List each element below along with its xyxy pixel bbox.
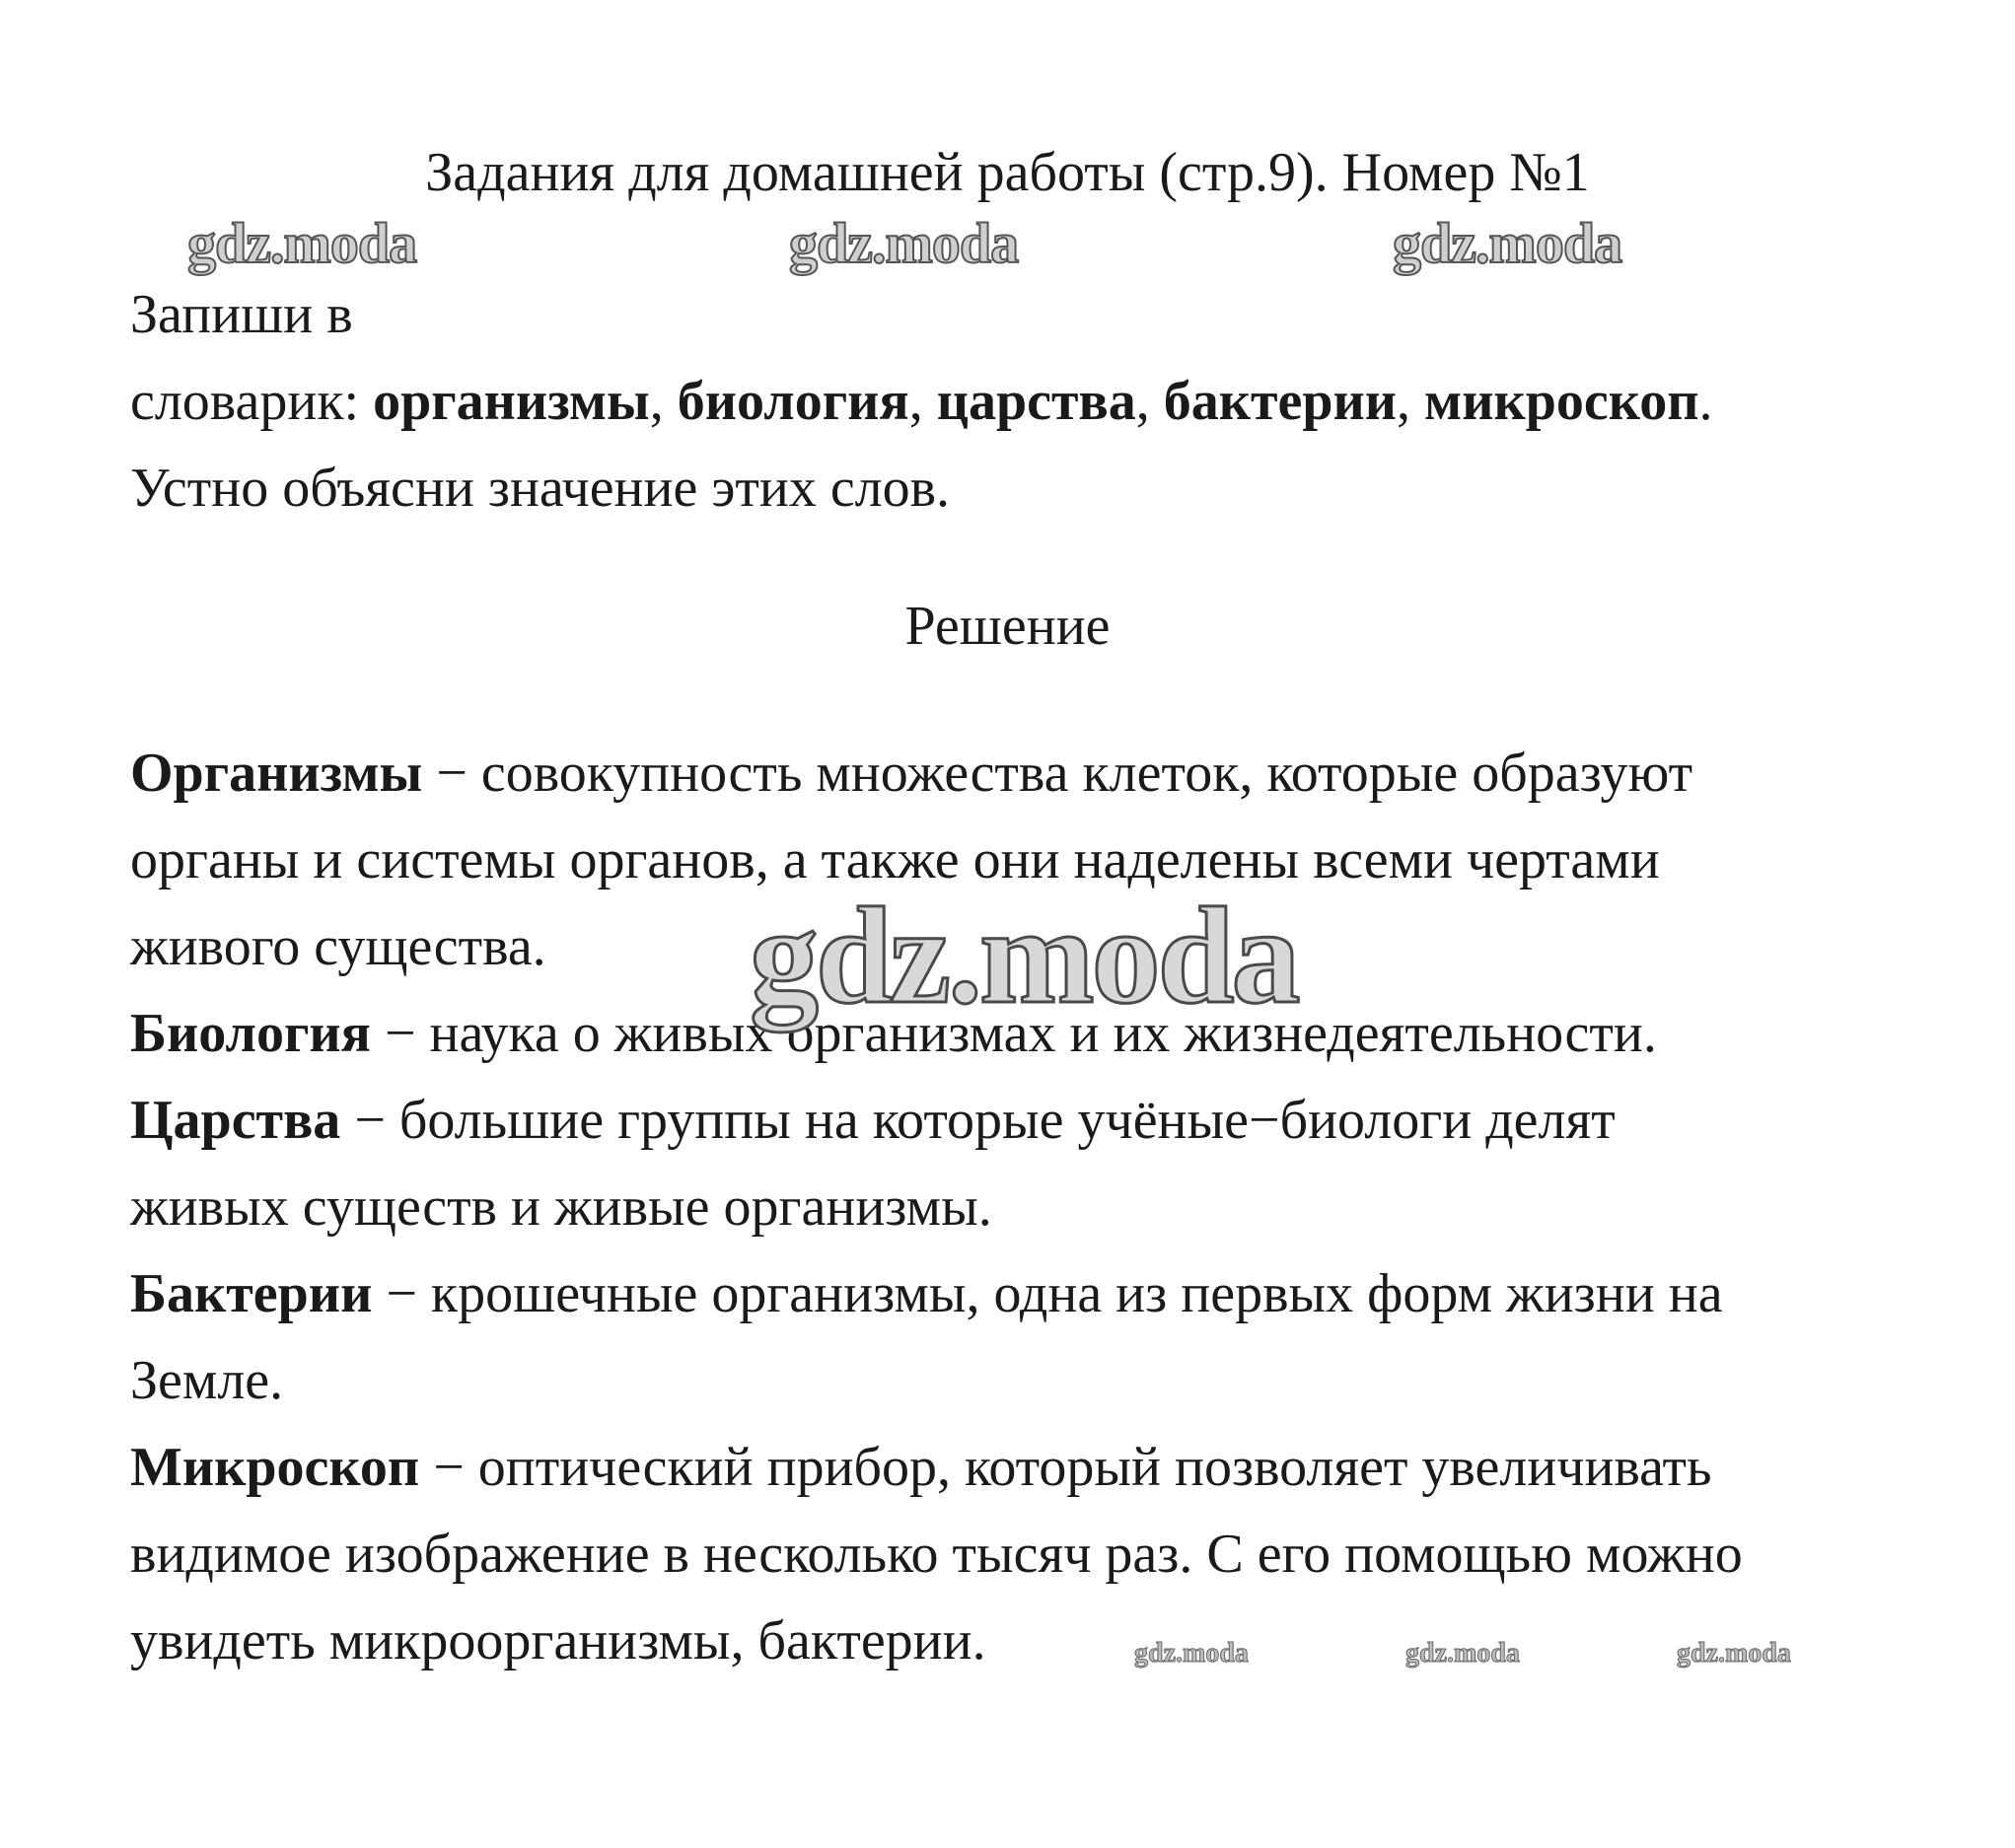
watermark-large: gdz.moda [750, 880, 1298, 1032]
task-line-3: Устно объясни значение этих слов. [130, 458, 951, 519]
watermark-row-top [187, 209, 1687, 278]
word-microscope: микроскоп [1424, 371, 1699, 432]
word-biology: биология [677, 371, 909, 432]
definition-kingdoms: Царства − большие группы на которые учёные−биологи делят [130, 1090, 1616, 1151]
definition-term: Царства [130, 1090, 341, 1151]
watermark: gdz.moda [1393, 211, 1622, 275]
task-line-2: словарик: организмы, биология, царства, бактерии, микроскоп. [130, 371, 1713, 432]
watermark: gdz.moda [789, 211, 1019, 275]
solution-heading: Решение [904, 596, 1111, 657]
definition-kingdoms-line-2: живых существ и живые организмы. [130, 1176, 992, 1238]
definitions-list [130, 730, 1743, 1684]
definition-bacteria-line-2: Земле. [130, 1350, 284, 1411]
definition-microscope-line-3: увидеть микроорганизмы, бактерии. [130, 1610, 986, 1671]
task-line-1: Запиши в [130, 284, 353, 345]
task-text [130, 271, 1713, 532]
page-title: Задания для домашней работы (стр.9). Номер №1 [425, 142, 1590, 203]
watermark-small: gdz.moda [1677, 1638, 1791, 1669]
definition-term: Биология [130, 1003, 371, 1064]
definition-organisms: Организмы − совокупность множества клеток, которые образуют [130, 743, 1693, 804]
definition-term: Организмы [130, 743, 423, 804]
word-organisms: организмы [373, 371, 650, 432]
watermark: gdz.moda [187, 211, 417, 275]
definition-organisms-line-2: органы и системы органов, а также они наделены всеми чертами [130, 829, 1660, 890]
definition-microscope: Микроскоп − оптический прибор, который позволяет увеличивать [130, 1437, 1712, 1498]
definition-term: Бактерии [130, 1263, 373, 1324]
definition-bacteria: Бактерии − крошечные организмы, одна из первых форм жизни на [130, 1263, 1723, 1324]
word-bacteria: бактерии [1163, 371, 1398, 432]
watermark-small: gdz.moda [1405, 1638, 1520, 1669]
watermark-small: gdz.moda [1134, 1638, 1249, 1669]
definition-biology: Биология − наука о живых организмах и их жизнедеятельности. [130, 1003, 1657, 1064]
definition-microscope-line-2: видимое изображение в несколько тысяч раз. С его помощью можно [130, 1524, 1743, 1585]
definition-term: Микроскоп [130, 1437, 420, 1498]
word-kingdoms: царства [936, 371, 1136, 432]
definition-organisms-line-3: живого существа. [130, 916, 546, 977]
